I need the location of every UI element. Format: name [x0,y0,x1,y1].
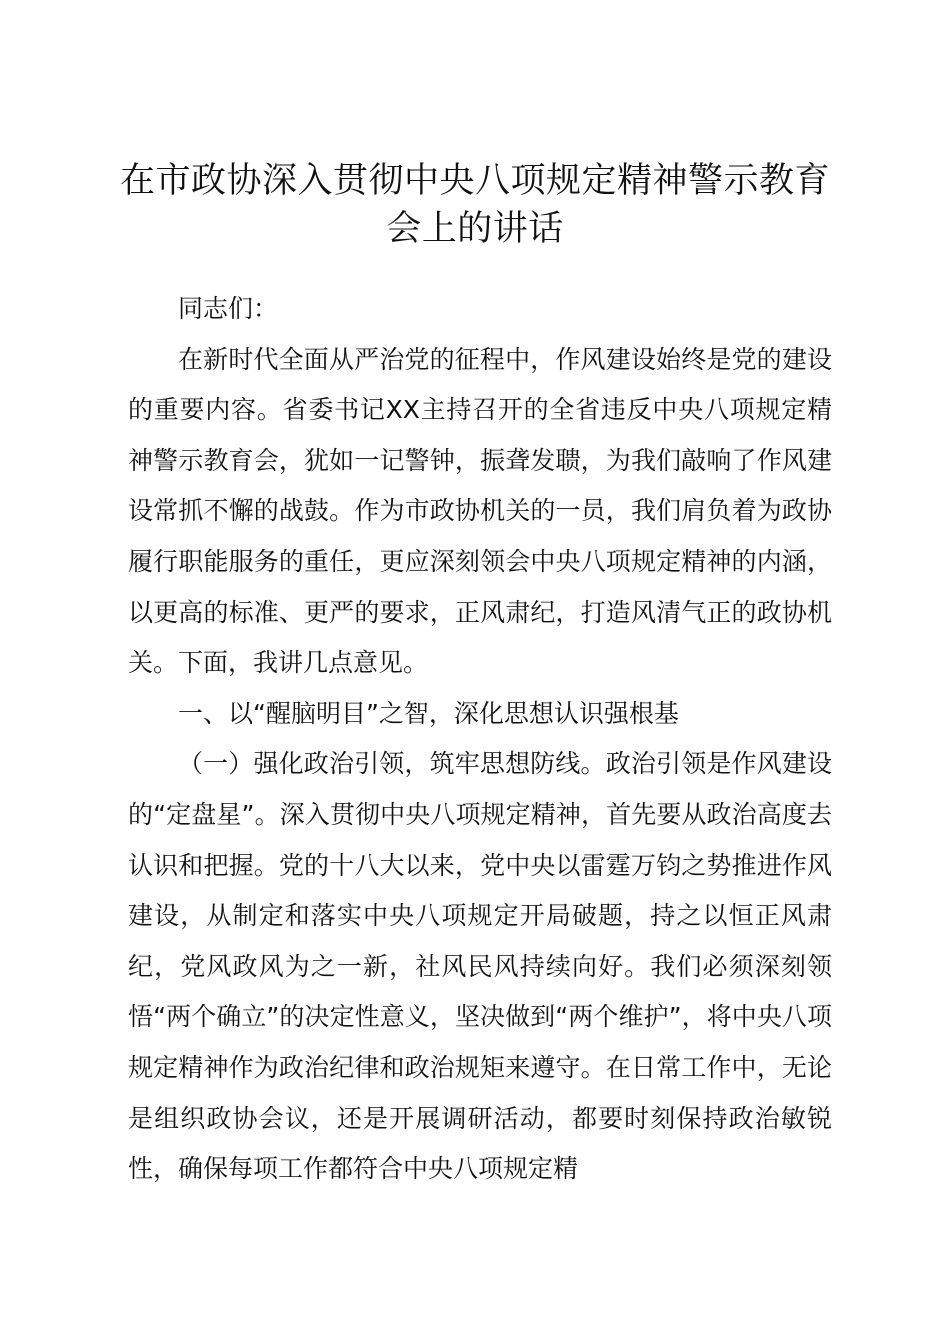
paragraph-section-1-1: （一）强化政治引领，筑牢思想防线。政治引领是作风建设的“定盘星”。深入贯彻中央八项规定精神，首先要从政治高度去认识和把握。党的十八大以来，党中央以雷霆万钧之势推进作风建设，从制定和落实中央八项规定开局破题，持之以恒正风肃纪，党风政风为之一新，社风民风持续向好。我们必须深刻领悟“两个确立”的决定性意义，坚决做到“两个维护”，将中央八项规定精神作为政治纪律和政治规矩来遵守。在日常工作中，无论是组织政协会议，还是开展调研活动，都要时刻保持政治敏锐性，确保每项工作都符合中央八项规定精 [128,749,832,1184]
greeting: 同志们： [178,294,279,323]
paragraph-intro: 在新时代全面从严治党的征程中，作风建设始终是党的建设的重要内容。省委书记XX主持召开的全省违反中央八项规定精神警示教育会，犹如一记警钟，振聋发聩，为我们敲响了作风建设常抓不懈的战鼓。作为市政协机关的一员，我们肩负着为政协履行职能服务的重任，更应深刻领会中央八项规定精神的内涵，以更高的标准、更严的要求，正风肃纪，打造风清气正的政协机关。下面，我讲几点意见。 [128,344,832,678]
section-heading-1: 一、以“醒脑明目”之智，深化思想认识强根基 [178,698,679,728]
document-body [128,284,832,1195]
document-title: 在市政协深入贯彻中央八项规定精神警示教育会上的讲话 [120,161,831,249]
